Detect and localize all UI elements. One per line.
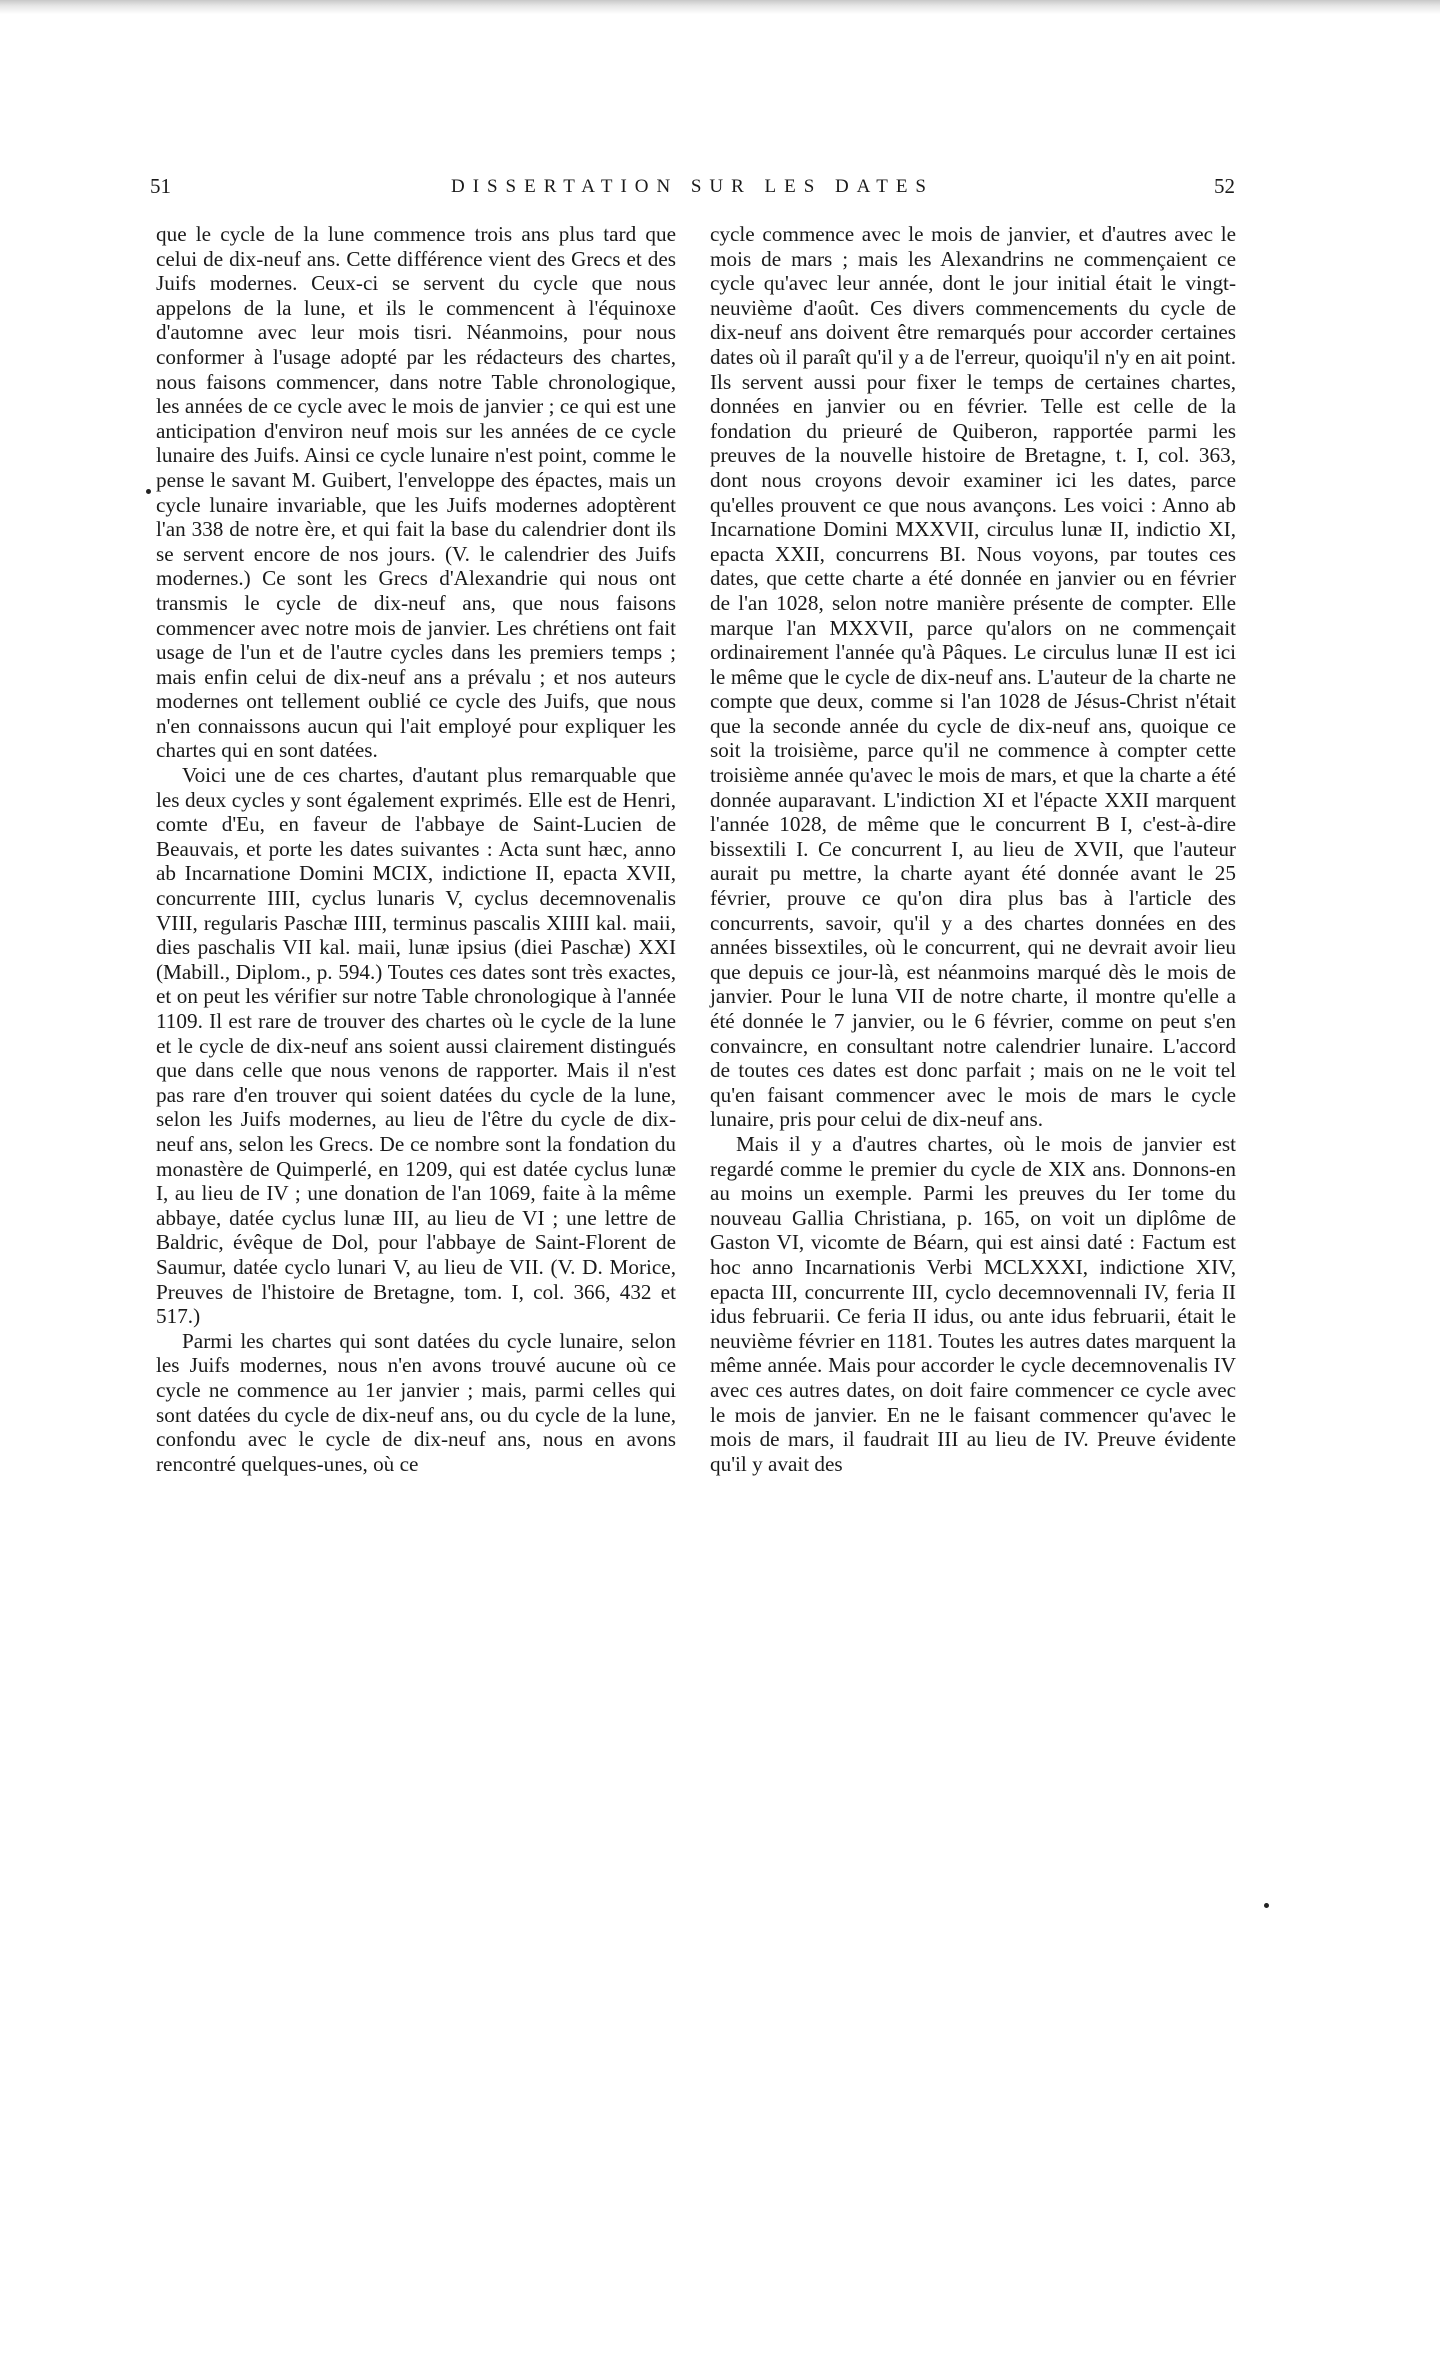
scan-edge <box>0 0 1440 14</box>
paragraph: Parmi les chartes qui sont datées du cycle lunaire, selon les Juifs modernes, nous n'en avons trouvé aucune où ce cycle ne commence au 1er janvier ; mais, parmi celles qui sont datées du cycle de dix-neuf ans, ou du cycle de la lune, confondu avec le cycle de dix-neuf ans, nous en avons rencontré quelques-unes, où ce <box>156 1328 676 1476</box>
text-column-left <box>156 222 676 1476</box>
paragraph: Mais il y a d'autres chartes, où le mois de janvier est regardé comme le premier du cycle de XIX ans. Donnons-en au moins un exemple. Parmi les preuves du Ier tome du nouveau Gallia Christiana, p. 165, on voit un diplôme de Gaston VI, vicomte de Béarn, qui est ainsi daté : Factum est hoc anno Incarnationis Verbi MCLXXXI, indictione XIV, epacta III, concurrente III, cyclo decemnovennali IV, feria II idus februarii. Ce feria II idus, ou ante idus februarii, était le neuvième février en 1181. Toutes les autres dates marquent la même année. Mais pour accorder le cycle decemnovenalis IV avec ces autres dates, on doit faire commencer ce cycle avec le mois de janvier. En ne le faisant commencer qu'avec le mois de mars, il faudrait III au lieu de IV. Preuve évidente qu'il y avait des <box>710 1131 1236 1476</box>
margin-dot <box>146 489 151 494</box>
running-head <box>150 174 1235 204</box>
page-number-right: 52 <box>1214 174 1235 198</box>
margin-dot <box>1264 1903 1269 1908</box>
paragraph: Voici une de ces chartes, d'autant plus remarquable que les deux cycles y sont également exprimés. Elle est de Henri, comte d'Eu, en faveur de l'abbaye de Saint-Lucien de Beauvais, et porte les dates suivantes : Acta sunt hæc, anno ab Incarnatione Domini MCIX, indictione II, epacta XVII, concurrente IIII, cyclus lunaris V, cyclus decemnovenalis VIII, regularis Paschæ IIII, terminus pascalis XIIII kal. maii, dies paschalis VII kal. maii, lunæ ipsius (diei Paschæ) XXI (Mabill., Diplom., p. 594.) Toutes ces dates sont très exactes, et on peut les vérifier sur notre Table chronologique à l'année 1109. Il est rare de trouver des chartes où le cycle de la lune et le cycle de dix-neuf ans soient aussi clairement distingués que dans celle que nous venons de rapporter. Mais il n'est pas rare d'en trouver qui soient datées du cycle de la lune, selon les Juifs modernes, au lieu de l'être du cycle de dix-neuf ans, selon les Grecs. De ce nombre sont la fondation du monastère de Quimperlé, en 1209, qui est datée cyclus lunæ I, au lieu de IV ; une donation de l'an 1069, faite à la même abbaye, datée cyclus lunæ III, au lieu de VI ; une lettre de Baldric, évêque de Dol, pour l'abbaye de Saint-Florent de Saumur, datée cyclo lunari V, au lieu de VII. (V. D. Morice, Preuves de l'histoire de Bretagne, tom. I, col. 366, 432 et 517.) <box>156 763 676 1329</box>
paragraph: cycle commence avec le mois de janvier, et d'autres avec le mois de mars ; mais les Alexandrins ne commençaient ce cycle qu'avec leur année, dont le jour initial était le vingt-neuvième d'août. Ces divers commencements du cycle de dix-neuf ans doivent être remarqués pour accorder certaines dates où il paraît qu'il y a de l'erreur, quoiqu'il n'y en ait point. Ils servent aussi pour fixer le temps de certaines chartes, données en janvier ou en février. Telle est celle de la fondation du prieuré de Quiberon, rapportée parmi les preuves de la nouvelle histoire de Bretagne, t. I, col. 363, dont nous croyons devoir examiner ici les dates, parce qu'elles prouvent ce que nous avançons. Les voici : Anno ab Incarnatione Domini MXXVII, circulus lunæ II, indictio XI, epacta XXII, concurrens BI. Nous voyons, par toutes ces dates, que cette charte a été donnée en janvier ou en février de l'an 1028, selon notre manière présente de compter. Elle marque l'an MXXVII, parce qu'alors on ne commençait ordinairement l'année qu'à Pâques. Le circulus lunæ II est ici le même que le cycle de dix-neuf ans. L'auteur de la charte ne compte que deux, comme si l'an 1028 de Jésus-Christ n'était que la seconde année du cycle de dix-neuf ans, quoique ce soit la troisième, parce qu'il ne commence à compter cette troisième année qu'avec le mois de mars, et que la charte a été donnée auparavant. L'indiction XI et l'épacte XXII marquent l'année 1028, de même que le concurrent B I, c'est-à-dire bissextili I. Ce concurrent I, au lieu de XVII, que l'auteur aurait pu mettre, la charte ayant été donnée avant le 25 février, prouve ce qu'on dira plus bas à l'article des concurrents, savoir, qu'il y a des chartes données en des années bissextiles, où le concurrent, qui ne devrait avoir lieu que depuis ce jour-là, est néanmoins marqué dès le mois de janvier. Pour le luna VII de notre charte, il montre qu'elle a été donnée le 7 janvier, ou le 6 février, comme on peut s'en convaincre, en consultant notre calendrier lunaire. L'accord de toutes ces dates est donc parfait ; mais on ne le voit tel qu'en faisant commencer avec le mois de mars le cycle lunaire, pris pour celui de dix-neuf ans. <box>710 222 1236 1132</box>
text-column-right <box>710 222 1236 1476</box>
paragraph: que le cycle de la lune commence trois ans plus tard que celui de dix-neuf ans. Cette différence vient des Grecs et des Juifs modernes. Ceux-ci se servent du cycle que nous appelons de la lune, et ils le commencent à l'équinoxe d'automne avec leur mois tisri. Néanmoins, pour nous conformer à l'usage adopté par les rédacteurs des chartes, nous faisons commencer, dans notre Table chronologique, les années de ce cycle avec le mois de janvier ; ce qui est une anticipation d'environ neuf mois sur les années de ce cycle lunaire des Juifs. Ainsi ce cycle lunaire n'est point, comme le pense le savant M. Guibert, l'enveloppe des épactes, mais un cycle lunaire invariable, que les Juifs modernes adoptèrent l'an 338 de notre ère, et qui fait la base du calendrier dont ils se servent encore de nos jours. (V. le calendrier des Juifs modernes.) Ce sont les Grecs d'Alexandrie qui nous ont transmis le cycle de dix-neuf ans, que nous faisons commencer avec notre mois de janvier. Les chrétiens ont fait usage de l'un et de l'autre cycles dans les premiers temps ; mais enfin celui de dix-neuf ans a prévalu ; et nos auteurs modernes ont tellement oublié ce cycle des Juifs, que nous n'en connaissons aucun qui l'ait employé pour expliquer les chartes qui en sont datées. <box>156 222 676 763</box>
running-title: DISSERTATION SUR LES DATES <box>451 176 934 197</box>
page-number-left: 51 <box>150 174 171 198</box>
